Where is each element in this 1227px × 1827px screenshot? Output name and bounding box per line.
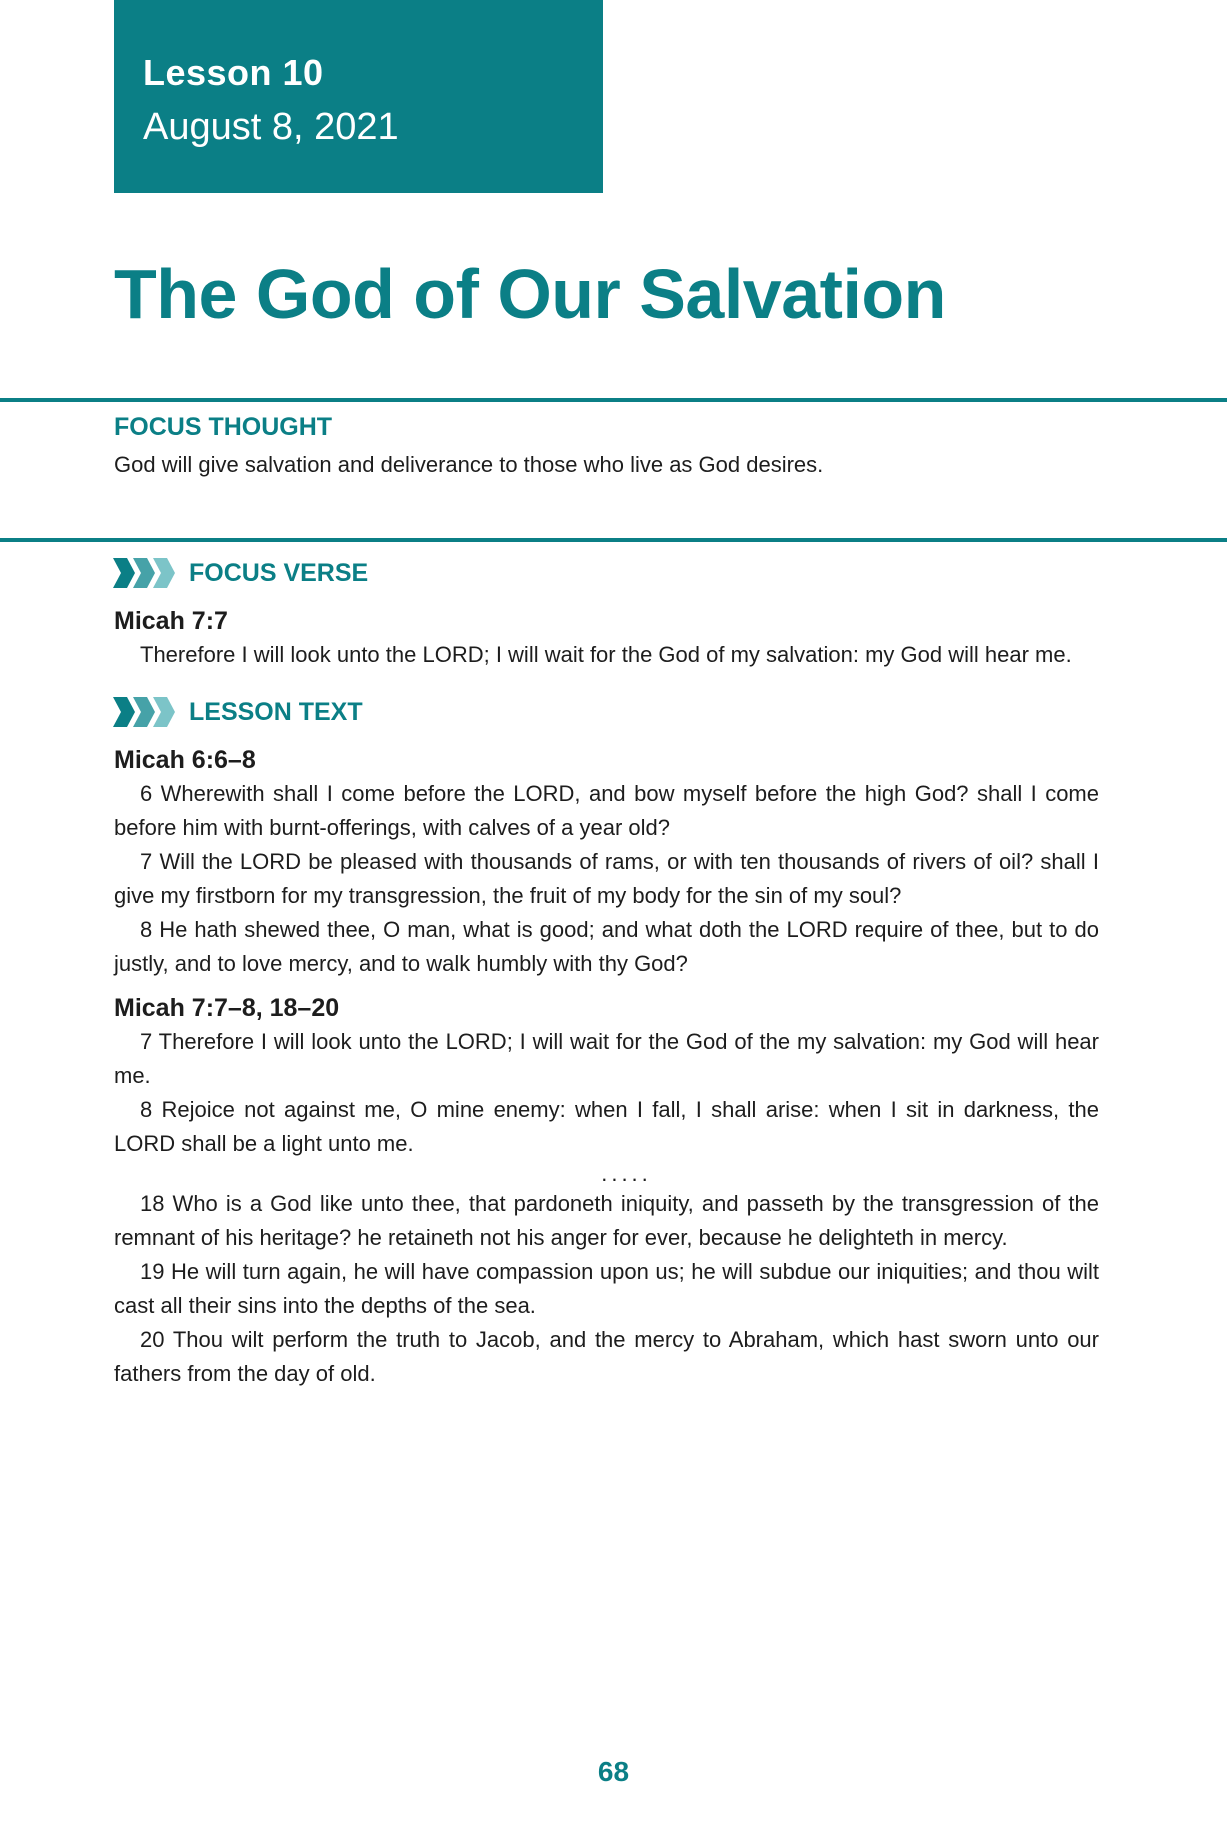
verse: 6 Wherewith shall I come before the LORD, and bow myself before the high God? shall I come before him with burnt-offerings, with calves of a year old? [114, 781, 1099, 840]
lesson-date: August 8, 2021 [143, 106, 399, 148]
verse: 20 Thou wilt perform the truth to Jacob, and the mercy to Abraham, which hast sworn unto our fathers from the day of old. [114, 1327, 1099, 1386]
focus-verse-block [114, 604, 1099, 672]
verse: 7 Therefore I will look unto the LORD; I will wait for the God of the my salvation: my God will hear me. [114, 1029, 1099, 1088]
page-number: 68 [597, 1756, 630, 1787]
lesson-header [114, 0, 603, 193]
focus-verse-reference: Micah 7:7 [114, 607, 228, 635]
divider-top [0, 398, 1227, 402]
verse: 8 He hath shewed thee, O man, what is good; and what doth the LORD require of thee, but to do justly, and to love mercy, and to walk humbly with thy God? [114, 917, 1099, 976]
divider-bottom [0, 538, 1227, 542]
lesson-number: Lesson 10 [143, 52, 324, 93]
passage-reference: Micah 7:7–8, 18–20 [114, 994, 340, 1022]
focus-verse-heading: FOCUS VERSE [189, 558, 369, 587]
verse-separator: ..... [601, 1161, 652, 1186]
verse: 7 Will the LORD be pleased with thousands of rams, or with ten thousands of rivers of oil? shall I give my firstborn for my transgression, the fruit of my body for the sin of my soul? [114, 849, 1099, 908]
triple-chevron-icon [113, 697, 177, 727]
focus-verse-text: Therefore I will look unto the LORD; I will wait for the God of my salvation: my God will hear me. [140, 642, 1072, 667]
focus-verse-header [113, 558, 368, 588]
verse: 8 Rejoice not against me, O mine enemy: when I fall, I shall arise: when I sit in darkness, the LORD shall be a light unto me. [114, 1097, 1099, 1156]
lesson-passage-2 [114, 991, 1099, 1391]
focus-thought-text: God will give salvation and deliverance to those who live as God desires. [114, 452, 824, 477]
verse: 18 Who is a God like unto thee, that pardoneth iniquity, and passeth by the transgression of the remnant of his heritage? he retaineth not his anger for ever, because he delighteth in mercy. [114, 1191, 1099, 1250]
lesson-passage-1 [114, 743, 1099, 981]
focus-thought-heading: FOCUS THOUGHT [114, 413, 333, 441]
page-title: The God of Our Salvation [114, 255, 946, 333]
verse: 19 He will turn again, he will have compassion upon us; he will subdue our iniquities; and thou wilt cast all their sins into the depths of the sea. [114, 1259, 1099, 1318]
triple-chevron-icon [113, 558, 177, 588]
passage-reference: Micah 6:6–8 [114, 746, 256, 774]
focus-thought [114, 413, 1114, 478]
lesson-text-heading: LESSON TEXT [189, 697, 363, 726]
lesson-text-header [113, 697, 363, 727]
